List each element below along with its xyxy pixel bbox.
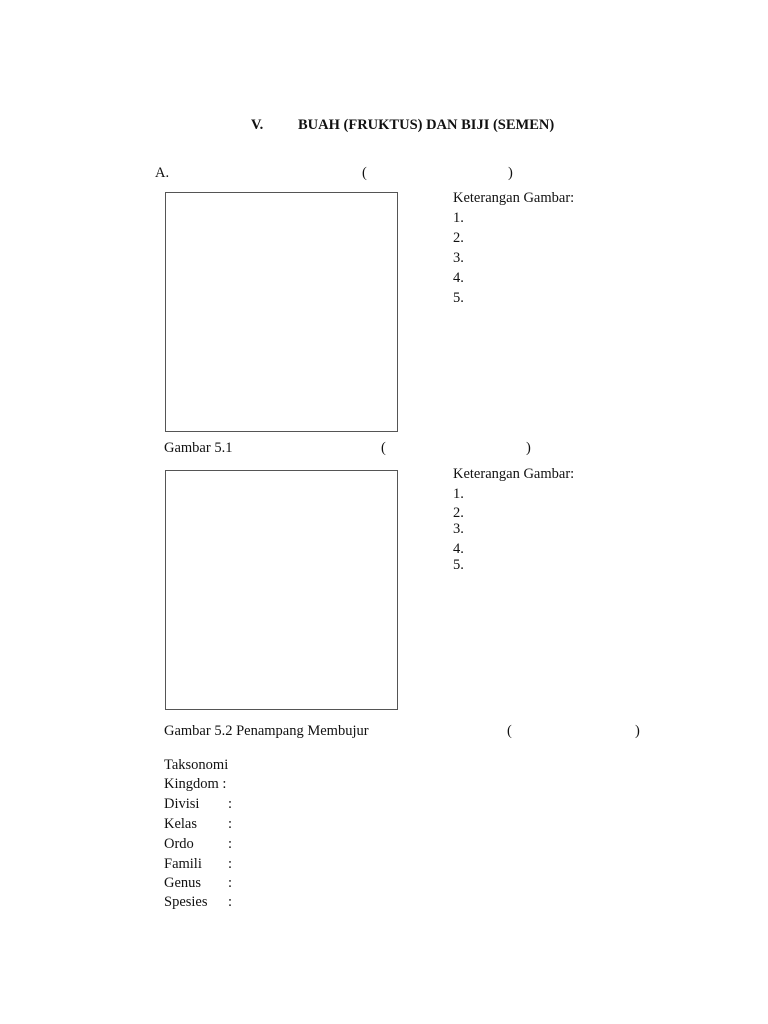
figure-1-legend-item: 4. — [453, 270, 464, 286]
figure-2-legend-title: Keterangan Gambar: — [453, 466, 575, 482]
figure-2-drawing-box[interactable] — [165, 470, 398, 710]
section-a-label: A. — [155, 165, 170, 181]
figure-2-legend-item: 4. — [453, 541, 464, 557]
taxonomy-label: Divisi — [164, 796, 200, 812]
figure-1-caption: Gambar 5.1 — [164, 440, 233, 456]
taxonomy-row-genus — [164, 876, 232, 891]
figure-2-legend-item: 2. — [453, 505, 464, 521]
figure-1-legend-item: 5. — [453, 290, 464, 306]
figure-1-legend-item: 2. — [453, 230, 464, 246]
figure-2-legend-item: 5. — [453, 557, 464, 573]
taxonomy-row-ordo — [164, 837, 232, 852]
figure-2-caption: Gambar 5.2 Penampang Membujur — [164, 723, 369, 739]
page-title: BUAH (FRUKTUS) DAN BIJI (SEMEN) — [298, 117, 555, 133]
figure-1-legend-item: 3. — [453, 250, 464, 266]
figure-1-paren-close: ) — [526, 440, 531, 456]
taxonomy-label: Spesies — [164, 894, 208, 910]
figure-1-legend-title: Keterangan Gambar: — [453, 190, 575, 206]
figure-2-legend-item: 3. — [453, 521, 464, 537]
figure-1-drawing-box[interactable] — [165, 192, 398, 432]
taxonomy-label: Famili — [164, 856, 202, 872]
taxonomy-sep: : — [228, 816, 233, 832]
taxonomy-row-divisi — [164, 797, 232, 812]
taxonomy-label: Genus — [164, 875, 202, 891]
taxonomy-sep: : — [228, 894, 233, 910]
taxonomy-sep: : — [228, 796, 233, 812]
figure-2-legend-item: 1. — [453, 486, 464, 502]
taxonomy-sep: : — [228, 836, 233, 852]
figure-1-legend-item: 1. — [453, 210, 464, 226]
chapter-number: V. — [251, 117, 264, 133]
taxonomy-sep: : — [228, 856, 233, 872]
taxonomy-title: Taksonomi — [164, 757, 229, 773]
taxonomy-row-kelas — [164, 817, 232, 832]
taxonomy-sep: : — [228, 875, 233, 891]
figure-2-paren-close: ) — [635, 723, 640, 739]
section-a-paren-open: ( — [362, 165, 367, 181]
taxonomy-row-famili — [164, 857, 232, 872]
section-a-paren-close: ) — [508, 165, 513, 181]
figure-2-paren-open: ( — [507, 723, 512, 739]
figure-1-paren-open: ( — [381, 440, 386, 456]
taxonomy-label: Kelas — [164, 816, 198, 832]
taxonomy-row-spesies — [164, 895, 232, 910]
taxonomy-label: Ordo — [164, 836, 194, 852]
taxonomy-kingdom: Kingdom : — [164, 776, 227, 792]
